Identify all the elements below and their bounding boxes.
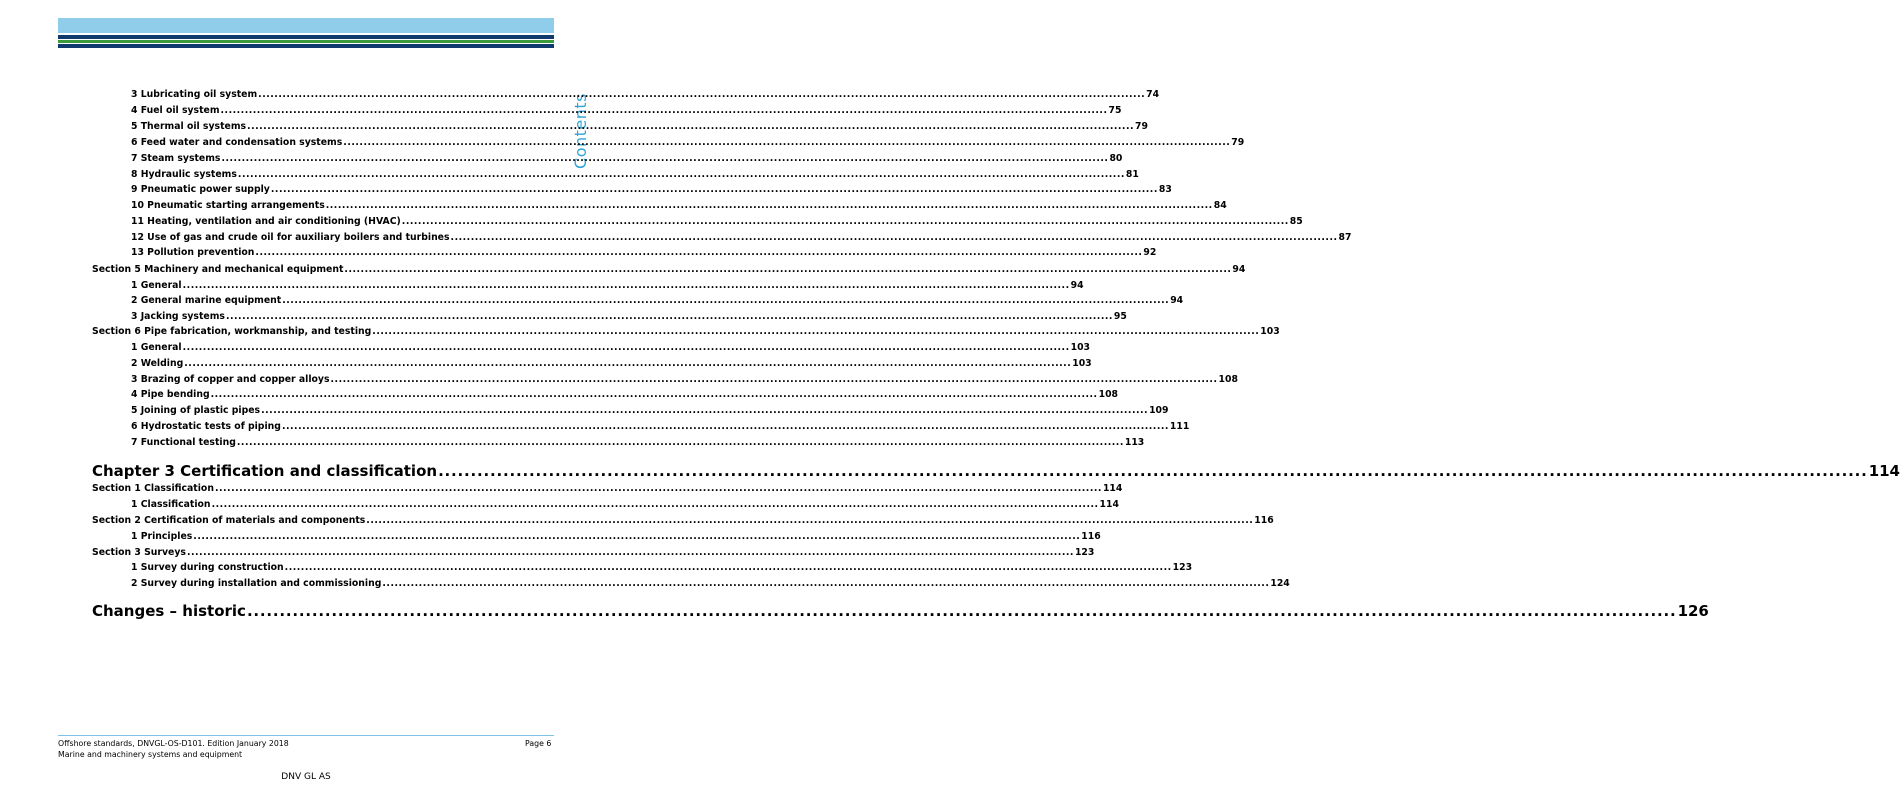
toc-entry[interactable]: [131, 152, 1123, 166]
toc-entry-page: 123: [1172, 562, 1193, 573]
footer-divider: [58, 735, 554, 736]
toc-entry-page: 109: [1149, 405, 1169, 416]
toc-entry-page: 94: [1170, 295, 1184, 306]
toc-entry-label: Section 6 Pipe fabrication, workmanship, and testing: [92, 326, 372, 337]
toc-entry-page: 124: [1270, 578, 1290, 589]
toc-leader-dots: ............................................................................................................................................................................................................................: [220, 105, 1108, 116]
toc-entry-label: Section 2 Certification of materials and components: [92, 515, 366, 526]
toc-leader-dots: ............................................................................................................................................................................................................................: [247, 121, 1135, 132]
toc-entry-label: 2 Welding: [131, 358, 184, 369]
toc-leader-dots: ............................................................................................................................................................................................................................: [236, 437, 1124, 448]
toc-entry-page: 75: [1108, 105, 1122, 116]
toc-entry-label: 4 Pipe bending: [131, 389, 210, 400]
header-band-navy-bottom: [58, 44, 554, 48]
toc-entry[interactable]: [131, 561, 1193, 575]
toc-entry[interactable]: [131, 231, 1352, 245]
toc-entry-label: 7 Functional testing: [131, 437, 236, 448]
toc-leader-dots: ............................................................................................................................................................................................................................: [261, 405, 1149, 416]
toc-entry-label: 6 Hydrostatic tests of piping: [131, 421, 281, 432]
toc-leader-dots: ............................................................................................................................................................................................................................: [193, 531, 1081, 542]
toc-entry-page: 108: [1098, 389, 1119, 400]
toc-section-entry[interactable]: [92, 325, 1280, 339]
toc-leader-dots: ............................................................................................................................................................................................................................: [438, 462, 1868, 480]
header-band-light: [58, 18, 554, 33]
toc-entry[interactable]: [131, 120, 1148, 134]
toc-entry-label: 7 Steam systems: [131, 153, 221, 164]
toc-chapter-entry[interactable]: [92, 600, 1709, 622]
footer-page-number: Page 6: [525, 739, 552, 748]
toc-entry[interactable]: [131, 88, 1160, 102]
toc-entry-label: 1 Classification: [131, 499, 211, 510]
toc-entry-page: 85: [1289, 216, 1303, 227]
toc-entry[interactable]: [131, 183, 1172, 197]
toc-leader-dots: ............................................................................................................................................................................................................................: [372, 326, 1260, 337]
footer-standard-title: Offshore standards, DNVGL-OS-D101. Edition January 2018: [58, 739, 289, 748]
toc-leader-dots: ............................................................................................................................................................................................................................: [221, 153, 1109, 164]
toc-leader-dots: ............................................................................................................................................................................................................................: [182, 280, 1070, 291]
toc-entry[interactable]: [131, 577, 1290, 591]
toc-entry-page: 108: [1218, 374, 1238, 385]
contents-side-label: Contents: [571, 93, 590, 169]
toc-entry-label: 1 Survey during construction: [131, 562, 284, 573]
toc-entry[interactable]: [131, 388, 1119, 402]
toc-leader-dots: ............................................................................................................................................................................................................................: [344, 264, 1232, 275]
toc-entry[interactable]: [131, 404, 1169, 418]
toc-entry-label: 6 Feed water and condensation systems: [131, 137, 343, 148]
toc-entry-page: 114: [1868, 462, 1900, 480]
toc-entry-label: 1 Principles: [131, 531, 193, 542]
toc-leader-dots: ............................................................................................................................................................................................................................: [401, 216, 1289, 227]
toc-leader-dots: ............................................................................................................................................................................................................................: [182, 342, 1070, 353]
toc-leader-dots: ............................................................................................................................................................................................................................: [211, 499, 1099, 510]
toc-entry-label: 9 Pneumatic power supply: [131, 184, 270, 195]
toc-entry-label: Section 5 Machinery and mechanical equipment: [92, 264, 344, 275]
toc-entry[interactable]: [131, 436, 1145, 450]
toc-entry[interactable]: [131, 279, 1084, 293]
toc-entry-page: 116: [1254, 515, 1274, 526]
toc-section-entry[interactable]: [92, 514, 1274, 528]
toc-leader-dots: ............................................................................................................................................................................................................................: [225, 311, 1113, 322]
toc-entry-label: 4 Fuel oil system: [131, 105, 220, 116]
toc-entry-page: 113: [1124, 437, 1145, 448]
toc-section-entry[interactable]: [92, 263, 1246, 277]
toc-entry-page: 79: [1135, 121, 1148, 132]
toc-leader-dots: ............................................................................................................................................................................................................................: [255, 247, 1143, 258]
toc-entry-page: 126: [1677, 602, 1709, 620]
toc-entry-label: 5 Joining of plastic pipes: [131, 405, 261, 416]
toc-entry-page: 103: [1260, 326, 1280, 337]
toc-entry[interactable]: [131, 357, 1092, 371]
toc-entry[interactable]: [131, 215, 1303, 229]
toc-entry-label: 3 Brazing of copper and copper alloys: [131, 374, 330, 385]
toc-entry-page: 84: [1213, 200, 1227, 211]
toc-leader-dots: ............................................................................................................................................................................................................................: [270, 184, 1158, 195]
toc-entry[interactable]: [131, 199, 1227, 213]
toc-entry-label: 1 General: [131, 280, 182, 291]
header-band-navy-top: [58, 35, 554, 39]
toc-entry-page: 103: [1070, 342, 1091, 353]
toc-leader-dots: ............................................................................................................................................................................................................................: [246, 602, 1677, 620]
toc-entry-label: 12 Use of gas and crude oil for auxiliary boilers and turbines: [131, 232, 450, 243]
toc-entry[interactable]: [131, 136, 1245, 150]
footer-brand: DNV GL AS: [281, 772, 331, 782]
toc-section-entry[interactable]: [92, 482, 1123, 496]
toc-leader-dots: ............................................................................................................................................................................................................................: [366, 515, 1254, 526]
toc-leader-dots: ............................................................................................................................................................................................................................: [214, 483, 1102, 494]
toc-chapter-entry[interactable]: [92, 460, 1900, 482]
toc-entry[interactable]: [131, 294, 1184, 308]
header-band-green: [58, 40, 554, 43]
toc-entry-label: Section 3 Surveys: [92, 547, 186, 558]
toc-entry-page: 116: [1081, 531, 1101, 542]
toc-entry-page: 111: [1169, 421, 1190, 432]
toc-entry-label: Chapter 3 Certification and classification: [92, 462, 438, 480]
toc-leader-dots: ............................................................................................................................................................................................................................: [258, 89, 1146, 100]
toc-section-entry[interactable]: [92, 546, 1095, 560]
toc-entry-page: 103: [1072, 358, 1092, 369]
toc-entry[interactable]: [131, 168, 1139, 182]
toc-entry-label: 10 Pneumatic starting arrangements: [131, 200, 325, 211]
toc-entry[interactable]: [131, 498, 1119, 512]
toc-entry-page: 94: [1070, 280, 1084, 291]
toc-entry[interactable]: [131, 373, 1238, 387]
toc-entry-page: 114: [1102, 483, 1123, 494]
toc-entry-label: Section 1 Classification: [92, 483, 214, 494]
toc-entry[interactable]: [131, 420, 1190, 434]
toc-entry-label: 13 Pollution prevention: [131, 247, 255, 258]
toc-entry-page: 114: [1099, 499, 1119, 510]
toc-entry[interactable]: [131, 246, 1157, 260]
toc-entry-label: 3 Jacking systems: [131, 311, 225, 322]
toc-entry-page: 74: [1146, 89, 1160, 100]
toc-leader-dots: ............................................................................................................................................................................................................................: [186, 547, 1074, 558]
toc-leader-dots: ............................................................................................................................................................................................................................: [284, 562, 1172, 573]
toc-entry-page: 94: [1232, 264, 1246, 275]
toc-leader-dots: ............................................................................................................................................................................................................................: [325, 200, 1213, 211]
toc-entry[interactable]: [131, 310, 1127, 324]
toc-entry[interactable]: [131, 104, 1122, 118]
toc-leader-dots: ............................................................................................................................................................................................................................: [330, 374, 1218, 385]
toc-entry-label: 3 Lubricating oil system: [131, 89, 258, 100]
toc-entry-page: 123: [1074, 547, 1095, 558]
toc-entry-page: 80: [1109, 153, 1123, 164]
toc-entry[interactable]: [131, 530, 1101, 544]
toc-entry-label: Changes – historic: [92, 602, 246, 620]
toc-entry-page: 81: [1125, 169, 1139, 180]
toc-leader-dots: ............................................................................................................................................................................................................................: [343, 137, 1231, 148]
toc-leader-dots: ............................................................................................................................................................................................................................: [237, 169, 1125, 180]
toc-entry[interactable]: [131, 341, 1091, 355]
toc-entry-label: 8 Hydraulic systems: [131, 169, 237, 180]
toc-leader-dots: ............................................................................................................................................................................................................................: [184, 358, 1072, 369]
toc-leader-dots: ............................................................................................................................................................................................................................: [210, 389, 1098, 400]
toc-entry-label: 11 Heating, ventilation and air conditioning (HVAC): [131, 216, 401, 227]
footer-document-subtitle: Marine and machinery systems and equipment: [58, 750, 243, 759]
toc-entry-page: 87: [1338, 232, 1352, 243]
toc-leader-dots: ............................................................................................................................................................................................................................: [282, 295, 1170, 306]
toc-entry-page: 79: [1231, 137, 1245, 148]
toc-entry-label: 2 Survey during installation and commissioning: [131, 578, 382, 589]
toc-entry-page: 83: [1158, 184, 1172, 195]
toc-entry-page: 92: [1143, 247, 1157, 258]
toc-entry-label: 2 General marine equipment: [131, 295, 282, 306]
toc-entry-page: 95: [1113, 311, 1127, 322]
toc-entry-label: 5 Thermal oil systems: [131, 121, 247, 132]
toc-leader-dots: ............................................................................................................................................................................................................................: [382, 578, 1270, 589]
toc-entry-label: 1 General: [131, 342, 182, 353]
toc-leader-dots: ............................................................................................................................................................................................................................: [450, 232, 1338, 243]
toc-leader-dots: ............................................................................................................................................................................................................................: [281, 421, 1169, 432]
